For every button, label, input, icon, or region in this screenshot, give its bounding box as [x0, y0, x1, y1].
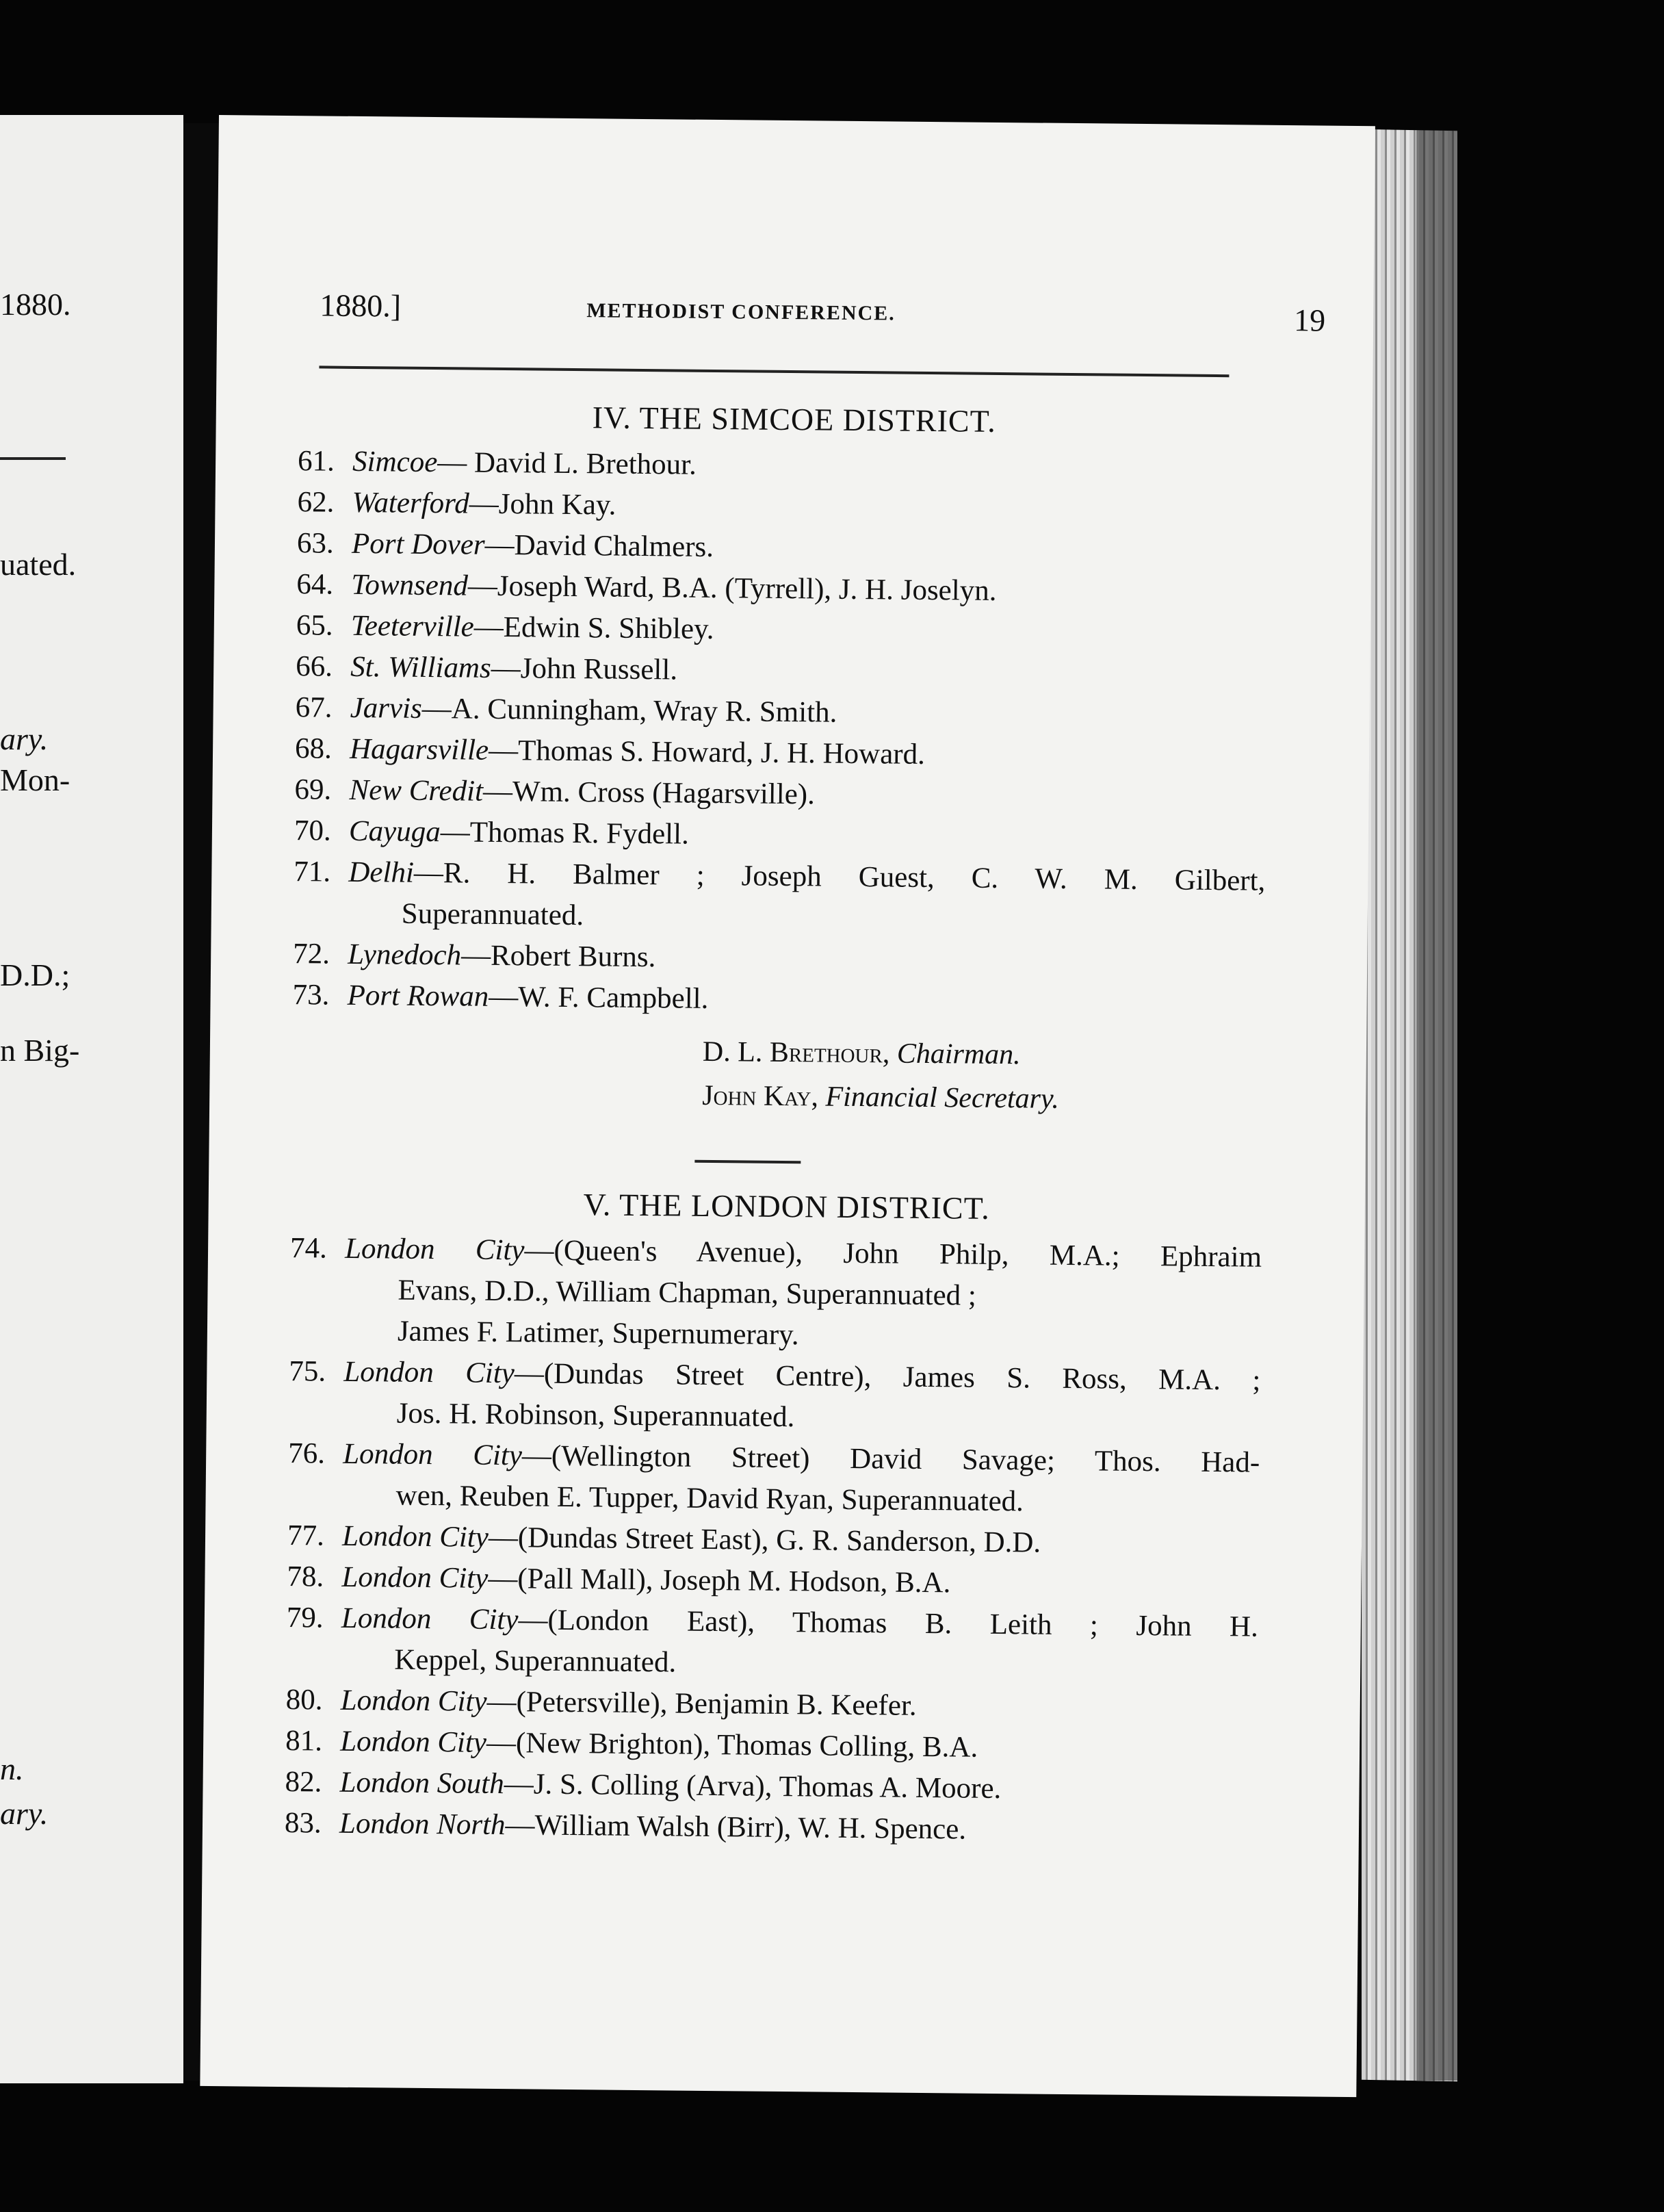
signature-secretary [702, 1074, 1059, 1121]
district-entry [289, 1228, 1262, 1361]
entry-line [350, 651, 677, 686]
book-page [200, 115, 1375, 2097]
section-separator [694, 1160, 801, 1163]
header-title: METHODIST CONFERENCE. [586, 299, 896, 325]
simcoe-entry-list [292, 441, 1269, 1025]
entry-continuation: Keppel, Superannuated. [394, 1643, 677, 1679]
circuit-name: London City [343, 1437, 523, 1472]
entry-continuation: wen, Reuben E. Tupper, David Ryan, Superannuated. [395, 1479, 1024, 1518]
entry-number: 80. [285, 1684, 323, 1716]
left-page-fragment: ary. [0, 1796, 49, 1831]
circuit-name: London North [339, 1807, 506, 1842]
entry-number: 73. [292, 979, 330, 1012]
district-heading: V. THE LONDON DISTRICT. [583, 1187, 991, 1226]
entry-line [347, 979, 708, 1015]
signature-block [702, 1030, 1060, 1121]
circuit-name: London City [341, 1602, 519, 1636]
left-page-fragment: D.D.; [0, 957, 70, 992]
entry-number: 81. [285, 1725, 323, 1758]
entry-number: 78. [287, 1560, 324, 1593]
district-entry [285, 1803, 1257, 1853]
entry-line [352, 446, 697, 481]
circuit-name: Port Rowan [347, 979, 489, 1013]
page-number: 19 [1293, 303, 1326, 338]
entry-number: 67. [295, 691, 333, 724]
circuit-name: Port Dover [351, 527, 485, 561]
entry-number: 83. [284, 1807, 322, 1840]
left-facing-page [0, 115, 183, 2083]
left-page-fragment: uated. [0, 547, 77, 582]
entry-text: —William Walsh (Birr), W. H. Spence. [505, 1809, 967, 1846]
entry-number: 75. [289, 1355, 326, 1388]
entry-line [352, 528, 714, 563]
district-entry [292, 975, 1264, 1025]
circuit-name: Simcoe [352, 445, 438, 479]
entry-line [339, 1808, 967, 1846]
district-entry [289, 1351, 1261, 1443]
entry-number: 71. [294, 856, 331, 888]
signature-role: Financial Secretary. [825, 1081, 1060, 1115]
entry-text: —(Pall Mall), Joseph M. Hodson, B.A. [488, 1562, 951, 1599]
entry-number: 65. [296, 609, 333, 642]
london-entry-list [285, 1228, 1262, 1853]
entry-line [341, 1561, 950, 1599]
circuit-name: London City [341, 1519, 489, 1554]
left-page-fragment: Mon- [0, 762, 70, 797]
entry-text: —Wm. Cross (Hagarsville). [482, 775, 816, 811]
entry-line [352, 487, 616, 522]
entry-line [351, 569, 997, 607]
entry-number: 69. [294, 773, 332, 806]
district-entry [294, 851, 1266, 943]
signature-chairman [703, 1030, 1060, 1077]
entry-line [349, 774, 815, 811]
entry-text: —Edwin S. Shibley. [473, 610, 714, 645]
circuit-name: London City [341, 1560, 489, 1595]
district-entry [287, 1433, 1260, 1525]
entry-number: 74. [289, 1232, 328, 1265]
entry-text: —(Dundas Street Centre), James S. Ross, M.A. ; [514, 1357, 1261, 1397]
entry-text: —A. Cunningham, Wray R. Smith. [421, 692, 837, 729]
circuit-name: Townsend [351, 568, 469, 602]
circuit-name: London City [343, 1355, 515, 1390]
entry-number: 68. [294, 732, 333, 765]
circuit-name: Cayuga [348, 814, 441, 849]
circuit-name: Hagarsville [349, 732, 489, 767]
entry-continuation: Superannuated. [401, 897, 584, 932]
entry-number: 63. [296, 527, 334, 560]
left-page-year: 1880. [0, 287, 71, 322]
entry-text: —Thomas S. Howard, J. H. Howard. [488, 734, 926, 771]
entry-line [340, 1725, 978, 1764]
header-year: 1880.] [320, 287, 402, 324]
entry-continuation: Evans, D.D., William Chapman, Superannuated ; [398, 1274, 977, 1312]
entry-number: 79. [286, 1602, 324, 1634]
entry-line [350, 733, 925, 771]
entry-text: —R. H. Balmer ; Joseph Guest, C. W. M. Gilbert, [413, 856, 1266, 897]
entry-number: 62. [297, 486, 335, 519]
circuit-name: New Credit [349, 773, 484, 808]
left-page-fragment: ary. [0, 721, 49, 756]
left-page-fragment: n. [0, 1751, 24, 1786]
entry-text: —John Kay. [469, 487, 616, 522]
entry-number: 76. [288, 1437, 326, 1470]
entry-text: —J. S. Colling (Arva), Thomas A. Moore. [504, 1768, 1002, 1805]
circuit-name: London City [340, 1684, 487, 1718]
entry-number: 77. [287, 1519, 325, 1552]
signature-role: Chairman. [896, 1038, 1021, 1071]
circuit-name: Teeterville [350, 609, 474, 643]
entry-number: 64. [296, 568, 334, 601]
entry-text: — David L. Brethour. [437, 446, 697, 481]
circuit-name: St. Williams [350, 650, 491, 684]
entry-text: —(Queen's Avenue), John Philp, M.A.; Ephraim [524, 1234, 1262, 1274]
entry-text: —Thomas R. Fydell. [440, 816, 690, 851]
entry-line [348, 938, 656, 973]
header-rule [319, 365, 1229, 377]
entry-line [351, 610, 714, 645]
entry-text: —David Chalmers. [484, 528, 714, 563]
left-page-fragment: n Big- [0, 1033, 80, 1068]
district-entry [286, 1597, 1258, 1689]
page-edges-shadow [1416, 130, 1457, 2081]
circuit-name: Delhi [348, 856, 415, 889]
entry-continuation: Jos. H. Robinson, Superannuated. [396, 1397, 795, 1434]
entry-number: 72. [293, 938, 330, 970]
circuit-name: London City [339, 1725, 487, 1759]
entry-line [341, 1684, 917, 1722]
left-page-rule [0, 457, 66, 460]
district-heading: IV. THE SIMCOE DISTRICT. [592, 400, 997, 439]
circuit-name: Waterford [352, 486, 470, 520]
entry-number: 82. [285, 1766, 322, 1799]
entry-text: —W. F. Campbell. [489, 980, 709, 1015]
circuit-name: London South [339, 1766, 504, 1801]
signature-name: John Kay, [702, 1079, 819, 1113]
entry-number: 70. [294, 814, 331, 847]
circuit-name: London City [344, 1232, 525, 1267]
entry-text: —(London East), Thomas B. Leith ; John H. [518, 1604, 1259, 1643]
entry-text: —(Dundas Street East), G. R. Sanderson, D.D. [488, 1521, 1041, 1559]
entry-number: 66. [296, 650, 333, 683]
running-header [320, 287, 1333, 351]
entry-text: —(New Brighton), Thomas Colling, B.A. [486, 1726, 978, 1764]
signature-name: D. L. Brethour, [702, 1036, 890, 1070]
circuit-name: Lynedoch [348, 938, 462, 972]
entry-line [350, 692, 837, 729]
entry-continuation: James F. Latimer, Supernumerary. [397, 1315, 799, 1352]
entry-text: —Joseph Ward, B.A. (Tyrrell), J. H. Joselyn. [467, 569, 997, 607]
entry-text: —(Petersville), Benjamin B. Keefer. [486, 1685, 917, 1722]
entry-text: —Robert Burns. [460, 939, 656, 974]
entry-text: —John Russell. [491, 652, 678, 686]
entry-number: 61. [297, 445, 335, 478]
entry-line [349, 815, 689, 851]
entry-text: —(Wellington Street) David Savage; Thos. Had- [521, 1439, 1260, 1479]
entry-line [339, 1766, 1001, 1805]
entry-line [342, 1520, 1041, 1559]
circuit-name: Jarvis [350, 691, 423, 725]
